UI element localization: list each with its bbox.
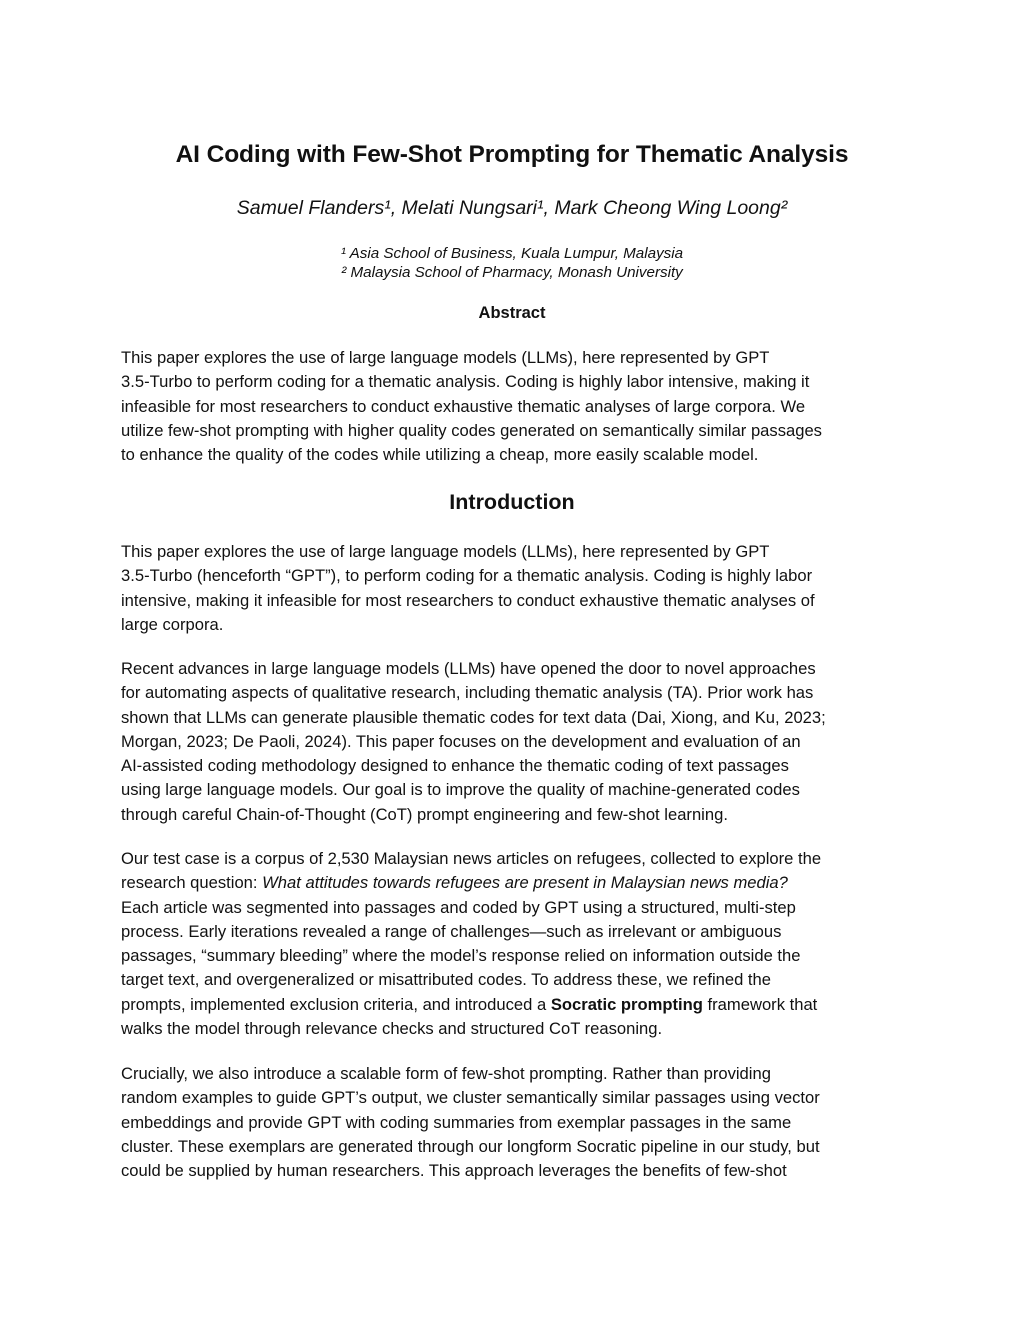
body-line: cluster. These exemplars are generated through our longform Socratic pipeline in our study, but <box>121 1136 820 1156</box>
intro-paragraph-3 <box>121 847 921 1041</box>
emphasis-term: Socratic prompting <box>550 994 703 1014</box>
intro-paragraph-2 <box>121 657 921 827</box>
body-line: walks the model through relevance checks and structured CoT reasoning. <box>121 1019 663 1039</box>
body-line <box>121 993 921 1017</box>
body-line: 3.5-Turbo (henceforth “GPT”), to perform coding for a thematic analysis. Coding is highly labor <box>121 566 813 586</box>
paper-title: AI Coding with Few-Shot Prompting for Thematic Analysis <box>175 141 849 168</box>
body-line: Morgan, 2023; De Paoli, 2024). This paper focuses on the development and evaluation of an <box>121 731 801 751</box>
body-line: Recent advances in large language models (LLMs) have opened the door to novel approaches <box>121 659 816 678</box>
body-line: embeddings and provide GPT with coding summaries from exemplar passages in the same <box>121 1112 792 1132</box>
body-line: AI-assisted coding methodology designed to enhance the thematic coding of text passages <box>121 756 789 776</box>
body-line: This paper explores the use of large language models (LLMs), here represented by GPT <box>121 542 770 561</box>
body-line: random examples to guide GPT’s output, we cluster semantically similar passages using vector <box>121 1088 820 1108</box>
body-line: process. Early iterations revealed a range of challenges—such as irrelevant or ambiguous <box>121 921 782 941</box>
body-line: through careful Chain-of-Thought (CoT) prompt engineering and few-shot learning. <box>121 804 728 824</box>
abstract-line: infeasible for most researchers to conduct exhaustive thematic analyses of large corpora. We <box>121 396 806 416</box>
intro-paragraph-4 <box>121 1062 921 1183</box>
research-question: What attitudes towards refugees are present in Malaysian news media? <box>262 873 788 893</box>
body-line: Each article was segmented into passages and coded by GPT using a structured, multi-step <box>121 897 796 917</box>
body-line: intensive, making it infeasible for most researchers to conduct exhaustive thematic analyses of <box>121 590 815 610</box>
author-list: Samuel Flanders¹, Melati Nungsari¹, Mark Cheong Wing Loong² <box>236 197 788 219</box>
intro-paragraph-1 <box>121 540 921 637</box>
abstract-line: This paper explores the use of large language models (LLMs), here represented by GPT <box>121 348 770 367</box>
body-line <box>121 871 921 895</box>
affiliation-2: ² Malaysia School of Pharmacy, Monash University <box>341 264 683 281</box>
body-text: prompts, implemented exclusion criteria, and introduced a <box>121 994 551 1014</box>
affiliation-1: ¹ Asia School of Business, Kuala Lumpur, Malaysia <box>340 245 684 262</box>
body-text: research question: <box>121 873 263 893</box>
abstract-line: 3.5-Turbo to perform coding for a thematic analysis. Coding is highly labor intensive, making it <box>121 372 810 392</box>
body-line: large corpora. <box>121 614 224 634</box>
body-line: Our test case is a corpus of 2,530 Malaysian news articles on refugees, collected to explore the <box>121 849 822 868</box>
body-line: target text, and overgeneralized or misattributed codes. To address these, we refined the <box>121 970 771 990</box>
body-line: using large language models. Our goal is to improve the quality of machine-generated codes <box>121 780 800 800</box>
abstract-line: to enhance the quality of the codes while utilizing a cheap, more easily scalable model. <box>121 445 759 465</box>
abstract-line: utilize few-shot prompting with higher quality codes generated on semantically similar passages <box>121 420 822 440</box>
abstract-heading: Abstract <box>478 304 546 322</box>
body-text: framework that <box>702 994 818 1014</box>
body-line: could be supplied by human researchers. This approach leverages the benefits of few-shot <box>121 1161 787 1181</box>
body-line: shown that LLMs can generate plausible thematic codes for text data (Dai, Xiong, and Ku, 2023; <box>121 707 826 727</box>
body-line: for automating aspects of qualitative research, including thematic analysis (TA). Prior work has <box>121 683 814 703</box>
introduction-heading: Introduction <box>449 490 575 514</box>
abstract-paragraph <box>121 346 921 467</box>
body-line: Crucially, we also introduce a scalable form of few-shot prompting. Rather than providing <box>121 1064 771 1083</box>
body-line: passages, “summary bleeding” where the model’s response relied on information outside the <box>121 946 801 966</box>
